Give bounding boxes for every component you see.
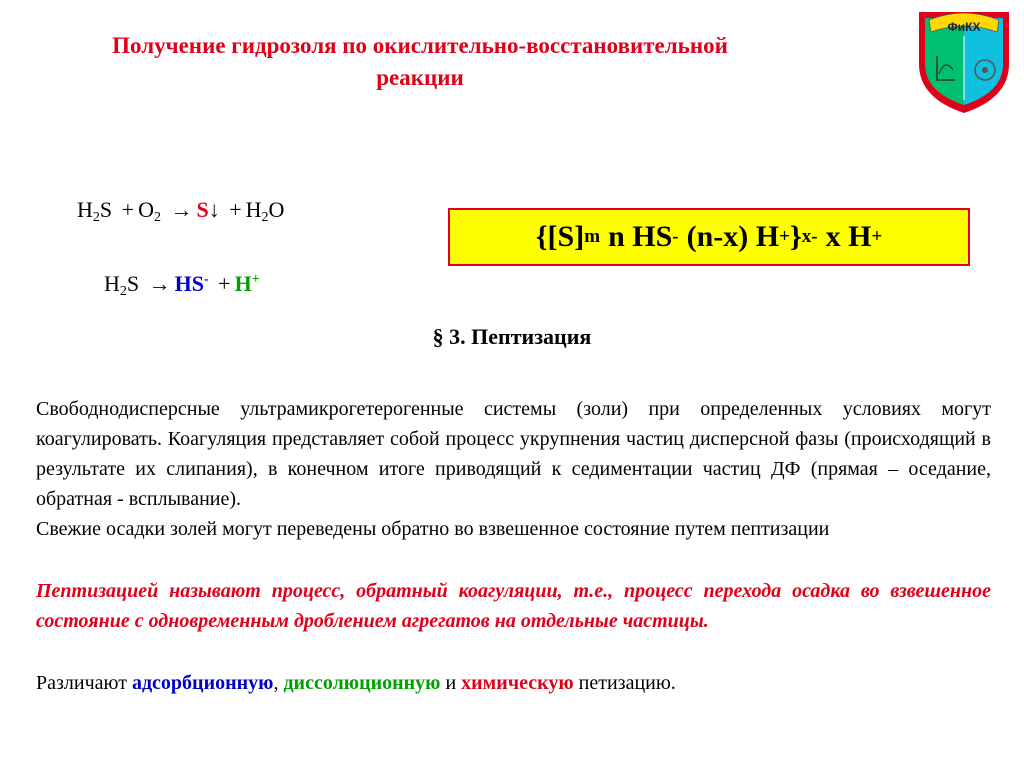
eq1-arrow: →: [170, 197, 193, 222]
eq1-water-sub: 2: [261, 210, 269, 225]
eq1-h-sub: 2: [92, 210, 100, 225]
equation-dissociation: [104, 266, 260, 306]
micelle-granule-charge: x-: [801, 226, 818, 247]
micelle-diffuse-ions: x H: [825, 220, 872, 253]
eq1-o-sub: 2: [153, 210, 161, 225]
eq1-water-o: O: [268, 197, 285, 222]
eq1-o: O: [138, 197, 154, 222]
eq2-h: H: [104, 271, 120, 296]
paragraph-peptization-types: [36, 668, 991, 698]
micelle-counter-charge: +: [779, 226, 790, 247]
definition-peptization: Пептизацией называют процесс, обратный коагуляции, т.е., процесс перехода осадка во взвешенное состояние с одновременным дроблением агрегатов на отдельные частицы.: [36, 580, 991, 632]
eq2-proton-charge: +: [251, 272, 260, 287]
type-adsorption: адсорбционную: [131, 672, 274, 694]
eq2-s: S: [126, 271, 140, 296]
types-prefix: Различают: [36, 672, 132, 694]
slide-title: [40, 30, 800, 94]
micelle-m-sub: m: [584, 226, 601, 247]
eq1-h: H: [77, 197, 93, 222]
paragraph-fresh-precipitates: Свежие осадки золей могут переведены обратно во взвешенное состояние путем пептизации: [36, 518, 830, 540]
eq2-h-sub: 2: [119, 284, 127, 299]
eq1-product-sulfur: S: [196, 197, 209, 222]
eq1-water-h: H: [245, 197, 262, 222]
micelle-potential-ions: n HS: [608, 220, 673, 253]
micelle-diffuse-charge: +: [871, 226, 883, 247]
eq1-plus-1: +: [121, 197, 135, 222]
paragraph-coagulation: Свободнодисперсные ультрамикрогетерогенные системы (золи) при определенных условиях могут коагулировать. Коагуляция представляет собой процесс укрупнения частиц дисперсной фазы (происходящий в результате их слипания), в конечном итоге приводящий к седиментации частиц ДФ (прямая – оседание, обратная - всплывание).: [36, 398, 991, 510]
types-suffix: петизацию.: [573, 672, 676, 694]
types-and: и: [440, 672, 462, 694]
department-logo-icon: [915, 8, 1013, 116]
eq1-s: S: [99, 197, 113, 222]
eq2-hs-charge: -: [204, 272, 209, 287]
equation-oxidation: [77, 196, 284, 232]
type-dissolution: диссолюционную: [283, 672, 441, 694]
types-comma: ,: [273, 672, 284, 694]
micelle-counter-ions: (n-x) H: [686, 220, 780, 253]
micelle-core: {[S]: [535, 220, 585, 253]
section-heading: § 3. Пептизация: [432, 324, 592, 349]
eq2-plus: +: [218, 271, 231, 296]
title-line-2: реакции: [376, 65, 464, 90]
eq1-plus-2: +: [229, 197, 242, 222]
eq2-arrow: →: [148, 271, 171, 296]
logo-text: ФиКХ: [947, 20, 981, 34]
eq2-proton: H: [234, 271, 252, 296]
micelle-hs-charge: -: [672, 226, 679, 247]
precipitate-arrow-icon: ↓: [208, 197, 220, 222]
micelle-formula-box: [448, 208, 970, 266]
title-line-1: Получение гидрозоля по окислительно-восстановительной: [112, 33, 728, 58]
micelle-close-brace: }: [789, 220, 802, 253]
type-chemical: химическую: [461, 672, 574, 694]
eq2-hs-ion: HS: [174, 271, 204, 296]
